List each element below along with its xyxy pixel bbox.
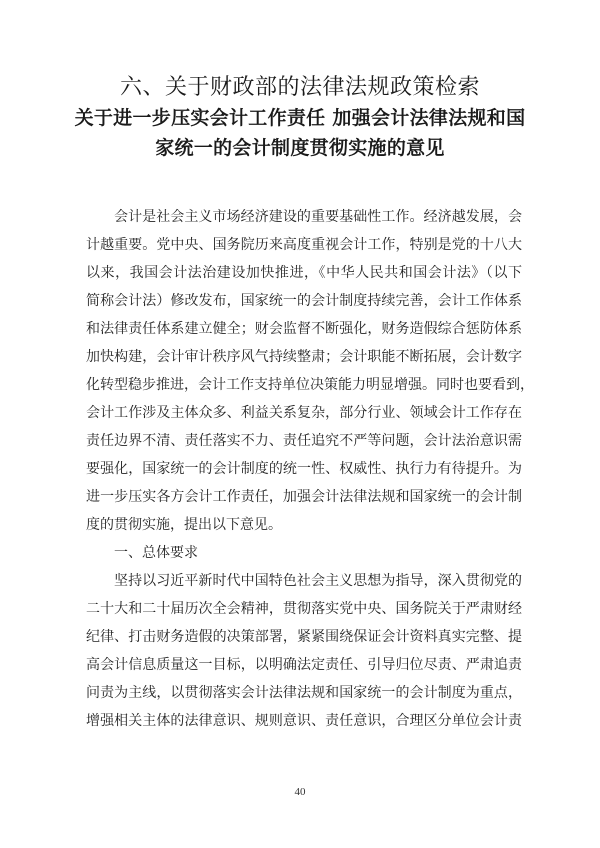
- text-line: 纪律、打击财务造假的决策部署，紧紧围绕保证会计资料真实完整、提: [86, 629, 522, 645]
- text-line: 进一步压实各方会计工作责任，加强会计法律法规和国家统一的会计制: [86, 489, 522, 505]
- text-line: 会计工作涉及主体众多、利益关系复杂，部分行业、领域会计工作存在: [86, 405, 522, 421]
- text-line: 化转型稳步推进，会计工作支持单位决策能力明显增强。同时也要看到，: [86, 377, 534, 393]
- subsection-heading: 一、总体要求: [114, 545, 198, 561]
- text-line: 要强化，国家统一的会计制度的统一性、权威性、执行力有待提升。为: [86, 461, 522, 477]
- text-line: 加快构建，会计审计秩序风气持续整肃；会计职能不断拓展，会计数字: [86, 349, 522, 365]
- text-line: 增强相关主体的法律意识、规则意识、责任意识，合理区分单位会计责: [86, 713, 522, 729]
- text-line: 责任边界不清、责任落实不力、责任追究不严等问题，会计法治意识需: [86, 433, 522, 449]
- text-line: 高会计信息质量这一目标，以明确法定责任、引导归位尽责、严肃追责: [86, 657, 522, 673]
- text-line: 问责为主线，以贯彻落实会计法律法规和国家统一的会计制度为重点，: [86, 685, 522, 701]
- page-number: 40: [294, 786, 306, 798]
- text-line: 和法律责任体系建立健全；财会监督不断强化，财务造假综合惩防体系: [86, 321, 522, 337]
- body-text: [86, 203, 534, 735]
- text-line: 计越重要。党中央、国务院历来高度重视会计工作，特别是党的十八大: [86, 237, 522, 253]
- document-title-line-2: 家统一的会计制度贯彻实施的意见: [155, 137, 445, 159]
- text-line: 二十大和二十届历次全会精神，贯彻落实党中央、国务院关于严肃财经: [86, 601, 522, 617]
- text-line: 以来，我国会计法治建设加快推进，《中华人民共和国会计法》（以下: [86, 265, 522, 281]
- text-line: 简称会计法）修改发布，国家统一的会计制度持续完善，会计工作体系: [86, 293, 522, 309]
- text-line: 度的贯彻实施，提出以下意见。: [86, 517, 282, 533]
- text-line: 会计是社会主义市场经济建设的重要基础性工作。经济越发展，会: [114, 209, 522, 225]
- document-title-line-1: 关于进一步压实会计工作责任 加强会计法律法规和国: [74, 107, 526, 129]
- text-line: 坚持以习近平新时代中国特色社会主义思想为指导，深入贯彻党的: [114, 573, 522, 589]
- section-heading: 六、关于财政部的法律法规政策检索: [119, 75, 480, 100]
